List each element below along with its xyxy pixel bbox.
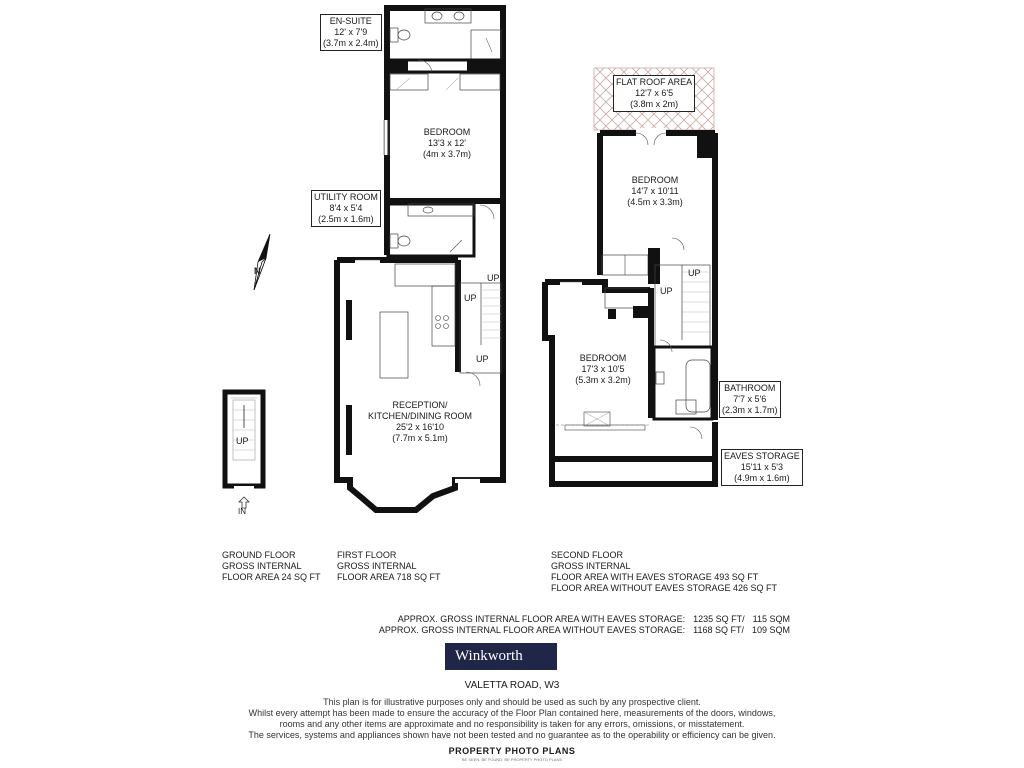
ground-floor-gross: GROSS INTERNAL [222,561,302,571]
compass-icon [254,234,270,290]
bedroom-first-dim-metric: (4m x 3.7m) [422,149,471,159]
disclaimer-text [0,697,1024,741]
reception-dim-imperial: 25'2 x 16'10 [396,422,444,432]
bathroom-dim-imperial: 7'7 x 5'6 [733,394,767,404]
bedroom-first-dim-imperial: 13'3 x 12' [428,138,466,148]
second-floor-area-with-eaves: FLOOR AREA WITH EAVES STORAGE 493 SQ FT [551,572,759,582]
total-without-eaves-sqft: 1168 SQ FT/ [693,625,744,635]
second-floor-info [551,550,777,594]
ground-floor-info [222,550,321,583]
disclaimer-line1: This plan is for illustrative purposes only and should be used as such by any prospective client. [323,697,701,707]
bathroom-label [719,381,781,418]
ground-floor-title: GROUND FLOOR [222,550,296,560]
bedroom-first-label [412,127,482,160]
bedroom-second-label [620,175,690,208]
flat-roof-label [613,75,695,112]
bathroom-dim-metric: (2.3m x 1.7m) [722,405,778,415]
eaves-storage-dim-metric: (4.9m x 1.6m) [734,473,790,483]
flat-roof-name: FLAT ROOF AREA [616,77,693,87]
eaves-storage-dim-imperial: 15'11 x 5'3 [740,462,783,472]
utility-room-dim-metric: (2.5m x 1.6m) [318,214,374,224]
ground-floor-area: FLOOR AREA 24 SQ FT [222,572,321,582]
bedroom-third-dim-metric: (5.3m x 3.2m) [575,375,631,385]
eaves-storage-label [721,449,803,486]
second-floor-area-without-eaves: FLOOR AREA WITHOUT EAVES STORAGE 426 SQ FT [551,583,778,593]
ensuite-name: EN-SUITE [329,16,372,26]
first-floor-area: FLOOR AREA 718 SQ FT [337,572,441,582]
ensuite-dim-imperial: 12' x 7'9 [334,27,368,37]
second-floor-title: SECOND FLOOR [551,550,624,560]
stairs-up-second-right: UP [688,268,701,278]
bedroom-first-name: BEDROOM [423,127,471,137]
bedroom-second-name: BEDROOM [631,175,679,185]
stairs-up-ground: UP [236,436,249,446]
total-without-eaves-row [230,625,790,636]
bedroom-third-name: BEDROOM [579,353,627,363]
total-without-eaves-sqm: 109 SQM [751,625,790,635]
entrance-in-label: IN [238,507,246,516]
bedroom-second-dim-metric: (4.5m x 3.3m) [627,197,683,207]
utility-room-label [311,190,381,227]
reception-label [360,400,480,444]
stairs-up-first-bottom: UP [476,354,489,364]
bedroom-third-dim-imperial: 17'3 x 10'5 [581,364,625,374]
utility-room-name: UTILITY ROOM [314,192,378,202]
disclaimer-line3: rooms and any other items are approximate and no responsibility is taken for any errors, omissions, or misstatement. [279,719,745,729]
second-floor-gross: GROSS INTERNAL [551,561,631,571]
reception-dim-metric: (7.7m x 5.1m) [392,433,448,443]
ground-floor-plan [225,392,263,508]
utility-room-dim-imperial: 8'4 x 5'4 [329,203,363,213]
total-without-eaves-label: APPROX. GROSS INTERNAL FLOOR AREA WITHOUT EAVES STORAGE: [378,625,686,635]
stairs-up-first-left: UP [464,293,477,303]
first-floor-title: FIRST FLOOR [337,550,397,560]
property-address: VALETTA ROAD, W3 [464,680,560,691]
disclaimer-line4: The services, systems and appliances shown have not been tested and no guarantee as to the operability or efficiency can be given. [248,730,776,740]
eaves-storage-name: EAVES STORAGE [724,451,800,461]
total-area-summary [230,614,790,636]
compass-north-label: N [254,266,261,276]
agent-logo: Winkworth [445,643,557,670]
bathroom-name: BATHROOM [724,383,776,393]
reception-name-line2: KITCHEN/DINING ROOM [367,411,472,421]
stairs-up-second-left: UP [660,286,673,296]
flat-roof-dim-imperial: 12'7 x 6'5 [635,88,674,98]
total-with-eaves-sqm: 115 SQM [752,614,790,624]
bedroom-third-label [568,353,638,386]
plan-provider-brand: PROPERTY PHOTO PLANS [448,746,576,756]
reception-name-line1: RECEPTION/ [392,400,448,410]
plan-provider-tagline: BE SEEN. BE FOUND. BE PROPERTY PHOTO PLANS [461,757,563,762]
total-with-eaves-label: APPROX. GROSS INTERNAL FLOOR AREA WITH EAVES STORAGE: [397,614,686,624]
stairs-up-first-top: UP [487,273,500,283]
total-with-eaves-sqft: 1235 SQ FT/ [693,614,745,624]
disclaimer-line2: Whilst every attempt has been made to ensure the accuracy of the Floor Plan contained here, measurements of the doors, windows, [248,708,776,718]
first-floor-gross: GROSS INTERNAL [337,561,417,571]
bedroom-second-dim-imperial: 14'7 x 10'11 [631,186,679,196]
flat-roof-dim-metric: (3.8m x 2m) [630,99,679,109]
ensuite-label [320,14,382,51]
first-floor-info [337,550,441,583]
total-with-eaves-row [230,614,790,625]
ensuite-dim-metric: (3.7m x 2.4m) [323,38,379,48]
